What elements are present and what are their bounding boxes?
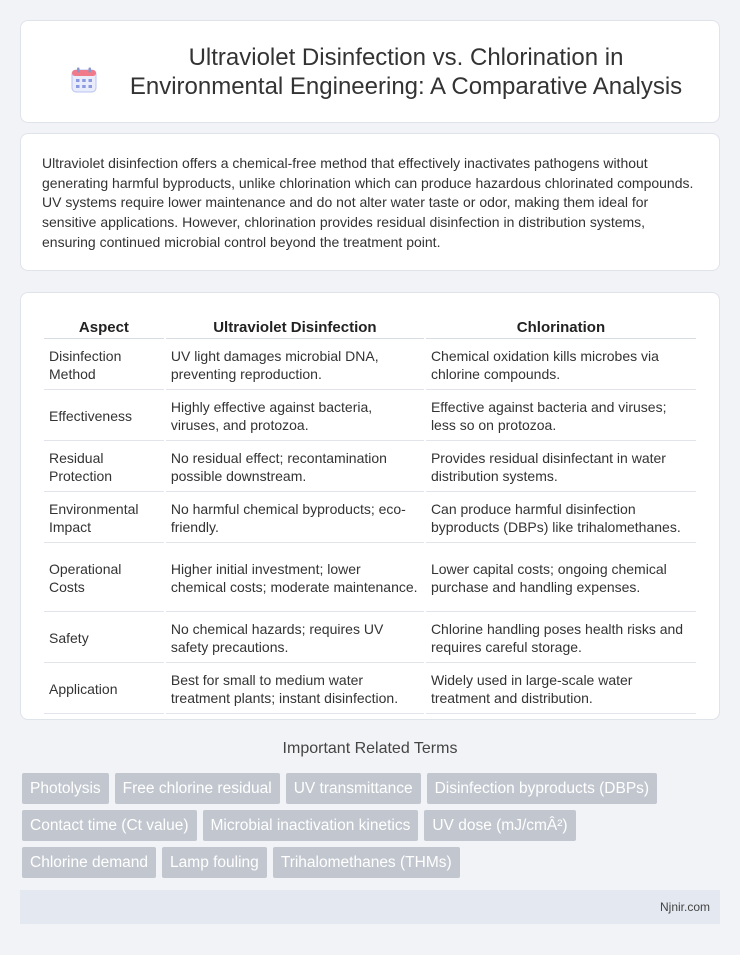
related-terms-heading: Important Related Terms bbox=[282, 740, 458, 757]
term-tag[interactable]: UV transmittance bbox=[286, 773, 421, 804]
term-tag[interactable]: Free chlorine residual bbox=[115, 773, 280, 804]
table-row bbox=[44, 665, 696, 714]
table-header-row bbox=[44, 315, 696, 339]
related-terms-list bbox=[22, 773, 712, 884]
row-chlorination: Chemical oxidation kills microbes via chlorine compounds. bbox=[426, 341, 696, 390]
row-chlorination: Effective against bacteria and viruses; less so on protozoa. bbox=[426, 392, 696, 441]
term-tag[interactable]: Lamp fouling bbox=[162, 847, 267, 878]
row-uv: Higher initial investment; lower chemical costs; moderate maintenance. bbox=[166, 545, 424, 612]
intro-card bbox=[20, 133, 720, 271]
row-chlorination: Widely used in large-scale water treatment and distribution. bbox=[426, 665, 696, 714]
table-row bbox=[44, 494, 696, 543]
row-aspect: Operational Costs bbox=[44, 545, 164, 612]
row-aspect: Disinfection Method bbox=[44, 341, 164, 390]
row-uv: Highly effective against bacteria, viruses, and protozoa. bbox=[166, 392, 424, 441]
footer bbox=[20, 890, 720, 924]
row-uv: No residual effect; recontamination possible downstream. bbox=[166, 443, 424, 492]
table-row bbox=[44, 392, 696, 441]
header-uv: Ultraviolet Disinfection bbox=[166, 315, 424, 339]
row-aspect: Environmental Impact bbox=[44, 494, 164, 543]
term-tag[interactable]: Microbial inactivation kinetics bbox=[203, 810, 419, 841]
calendar-icon bbox=[71, 67, 97, 93]
table-row bbox=[44, 614, 696, 663]
term-tag[interactable]: UV dose (mJ/cmÂ²) bbox=[424, 810, 575, 841]
table-row bbox=[44, 545, 696, 612]
row-aspect: Effectiveness bbox=[44, 392, 164, 441]
comparison-table-card bbox=[20, 292, 720, 720]
row-chlorination: Lower capital costs; ongoing chemical purchase and handling expenses. bbox=[426, 545, 696, 612]
row-uv: UV light damages microbial DNA, preventing reproduction. bbox=[166, 341, 424, 390]
term-tag[interactable]: Contact time (Ct value) bbox=[22, 810, 197, 841]
term-tag[interactable]: Disinfection byproducts (DBPs) bbox=[427, 773, 658, 804]
table-row bbox=[44, 341, 696, 390]
term-tag[interactable]: Trihalomethanes (THMs) bbox=[273, 847, 460, 878]
title-card bbox=[20, 20, 720, 123]
row-chlorination: Chlorine handling poses health risks and requires careful storage. bbox=[426, 614, 696, 663]
term-tag[interactable]: Chlorine demand bbox=[22, 847, 156, 878]
row-aspect: Safety bbox=[44, 614, 164, 663]
term-tag[interactable]: Photolysis bbox=[22, 773, 109, 804]
row-uv: Best for small to medium water treatment plants; instant disinfection. bbox=[166, 665, 424, 714]
row-uv: No harmful chemical byproducts; eco-friendly. bbox=[166, 494, 424, 543]
header-chlorination: Chlorination bbox=[426, 315, 696, 339]
footer-site-link[interactable]: Njnir.com bbox=[659, 900, 710, 914]
row-chlorination: Provides residual disinfectant in water distribution systems. bbox=[426, 443, 696, 492]
row-aspect: Residual Protection bbox=[44, 443, 164, 492]
table-row bbox=[44, 443, 696, 492]
row-uv: No chemical hazards; requires UV safety precautions. bbox=[166, 614, 424, 663]
row-chlorination: Can produce harmful disinfection byproducts (DBPs) like trihalomethanes. bbox=[426, 494, 696, 543]
page-title: Ultraviolet Disinfection vs. Chlorination in Environmental Engineering: A Comparative Analysis bbox=[129, 44, 683, 100]
header-aspect: Aspect bbox=[44, 315, 164, 339]
intro-paragraph: Ultraviolet disinfection offers a chemical-free method that effectively inactivates pathogens without generating harmful byproducts, unlike chlorination which can produce hazardous chlorinated compounds. UV systems require lower maintenance and do not alter water taste or odor, making them ideal for sensitive applications. However, chlorination provides residual disinfection in distribution systems, ensuring continued microbial control beyond the treatment point. bbox=[42, 155, 694, 250]
comparison-table bbox=[42, 313, 698, 716]
row-aspect: Application bbox=[44, 665, 164, 714]
